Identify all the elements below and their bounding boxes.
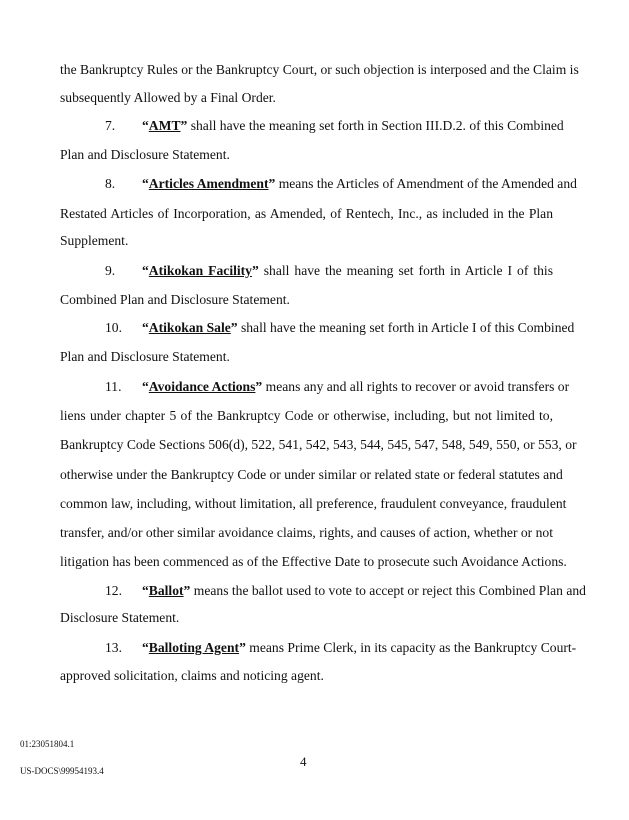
definition-number: 8. xyxy=(105,176,116,191)
continuation-line-1: the Bankruptcy Rules or the Bankruptcy Court, or such objection is interposed and the Claim is xyxy=(60,62,579,77)
definition-first-line: “Articles Amendment” means the Articles of Amendment of the Amended and xyxy=(142,176,577,191)
definition-first-line: “Atikokan Facility” shall have the meaning set forth in Article I of this xyxy=(142,263,553,278)
defined-term: “Avoidance Actions” xyxy=(142,379,263,394)
definition-line: Supplement. xyxy=(60,233,129,248)
definition-line: Plan and Disclosure Statement. xyxy=(60,147,230,162)
definition-line: common law, including, without limitation, all preference, fraudulent conveyance, fraudulent xyxy=(60,496,567,511)
definition-number: 13. xyxy=(105,640,122,655)
definition-line: Plan and Disclosure Statement. xyxy=(60,349,230,364)
page-number: 4 xyxy=(300,754,307,769)
continuation-line-2: subsequently Allowed by a Final Order. xyxy=(60,90,276,105)
definition-number: 7. xyxy=(105,118,116,133)
definition-line: Bankruptcy Code Sections 506(d), 522, 541, 542, 543, 544, 545, 547, 548, 549, 550, or 553, or xyxy=(60,437,577,452)
defined-term: “Ballot” xyxy=(142,583,191,598)
defined-term: “Articles Amendment” xyxy=(142,176,276,191)
definition-first-line: “Atikokan Sale” shall have the meaning set forth in Article I of this Combined xyxy=(142,320,575,335)
definition-line: Combined Plan and Disclosure Statement. xyxy=(60,292,290,307)
definition-line: approved solicitation, claims and noticing agent. xyxy=(60,668,324,683)
definition-number: 10. xyxy=(105,320,122,335)
definition-first-line: “Balloting Agent” means Prime Clerk, in its capacity as the Bankruptcy Court- xyxy=(142,640,577,655)
defined-term: “Balloting Agent” xyxy=(142,640,246,655)
definition-first-line: “AMT” shall have the meaning set forth in Section III.D.2. of this Combined xyxy=(142,118,564,133)
definition-line: Disclosure Statement. xyxy=(60,610,180,625)
document-id-1: 01:23051804.1 xyxy=(20,739,75,749)
definition-line: litigation has been commenced as of the Effective Date to prosecute such Avoidance Actions. xyxy=(60,554,567,569)
definition-first-line: “Ballot” means the ballot used to vote to accept or reject this Combined Plan and xyxy=(142,583,586,598)
defined-term: “AMT” xyxy=(142,118,188,133)
definition-line: liens under chapter 5 of the Bankruptcy Code or otherwise, including, but not limited to, xyxy=(60,408,553,423)
definition-line: Restated Articles of Incorporation, as Amended, of Rentech, Inc., as included in the Plan xyxy=(60,206,553,221)
definition-line: otherwise under the Bankruptcy Code or under similar or related state or federal statutes and xyxy=(60,467,563,482)
document-id-2: US-DOCS\99954193.4 xyxy=(20,766,104,776)
definition-number: 9. xyxy=(105,263,116,278)
definition-first-line: “Avoidance Actions” means any and all rights to recover or avoid transfers or xyxy=(142,379,570,394)
definition-number: 11. xyxy=(105,379,122,394)
defined-term: “Atikokan Facility” xyxy=(142,263,259,278)
definition-line: transfer, and/or other similar avoidance claims, rights, and causes of action, whether or not xyxy=(60,525,553,540)
definition-number: 12. xyxy=(105,583,122,598)
defined-term: “Atikokan Sale” xyxy=(142,320,238,335)
